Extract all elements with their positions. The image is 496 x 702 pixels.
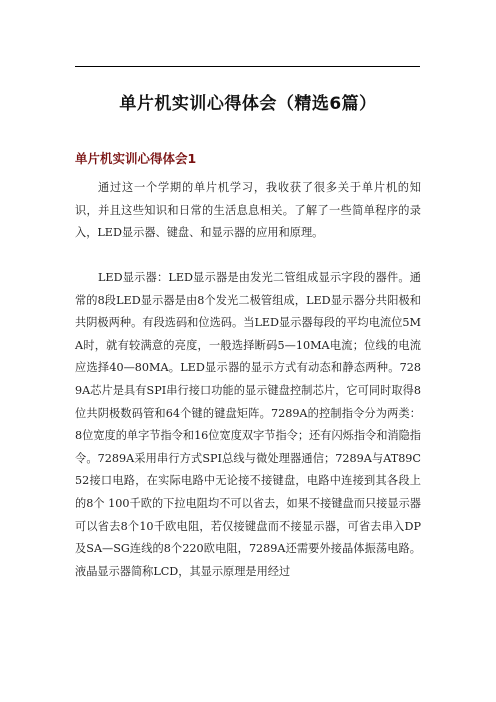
document-title: 单片机实训心得体会（精选6篇） <box>119 94 377 114</box>
header-rule <box>75 66 420 67</box>
paragraph-led-display: LED显示器：LED显示器是由发光二管组成显示字段的器件。通常的8段LED显示器是由8个发光二极管组成，LED显示器分共阳极和共阴极两种。有段选码和位选码。当LED显示器每段的平均电流位5MA时，就有较满意的亮度，一般选择断码5—10MA电流；位线的电流应选择40—80MA。LED显示器的显示方式有动态和静态两种。7289A芯片是具有SPI串行接口功能的显示键盘控制芯片，它可同时取得8位共阴极数码管和64个键的键盘矩阵。7289A的控制指令分为两类：8位宽度的单字节指令和16位宽度双字节指令；还有闪烁指令和消隐指令。7289A采用串行方式SPI总线与微处理器通信；7289A与AT89C52接口电路，在实际电路中无论接不接键盘，电路中连接到其各段上的8个 100千欧的下拉电阻均不可以省去，如果不接键盘而只接显示器可以省去8个10千欧电阻，若仅接键盘而不接显示器，可省去串入DP及SA—SG连线的8个220欧电阻，7289A还需要外接晶体振荡电路。液晶显示器简称LCD，其显示原理是用经过 <box>75 271 421 578</box>
paragraph-intro: 通过这一个学期的单片机学习，我收获了很多关于单片机的知识，并且这些知识和日常的生活息息相关。了解了一些简单程序的录入，LED显示器、键盘、和显示器的应用和原理。 <box>75 181 421 240</box>
section-heading: 单片机实训心得体会1 <box>75 151 197 166</box>
